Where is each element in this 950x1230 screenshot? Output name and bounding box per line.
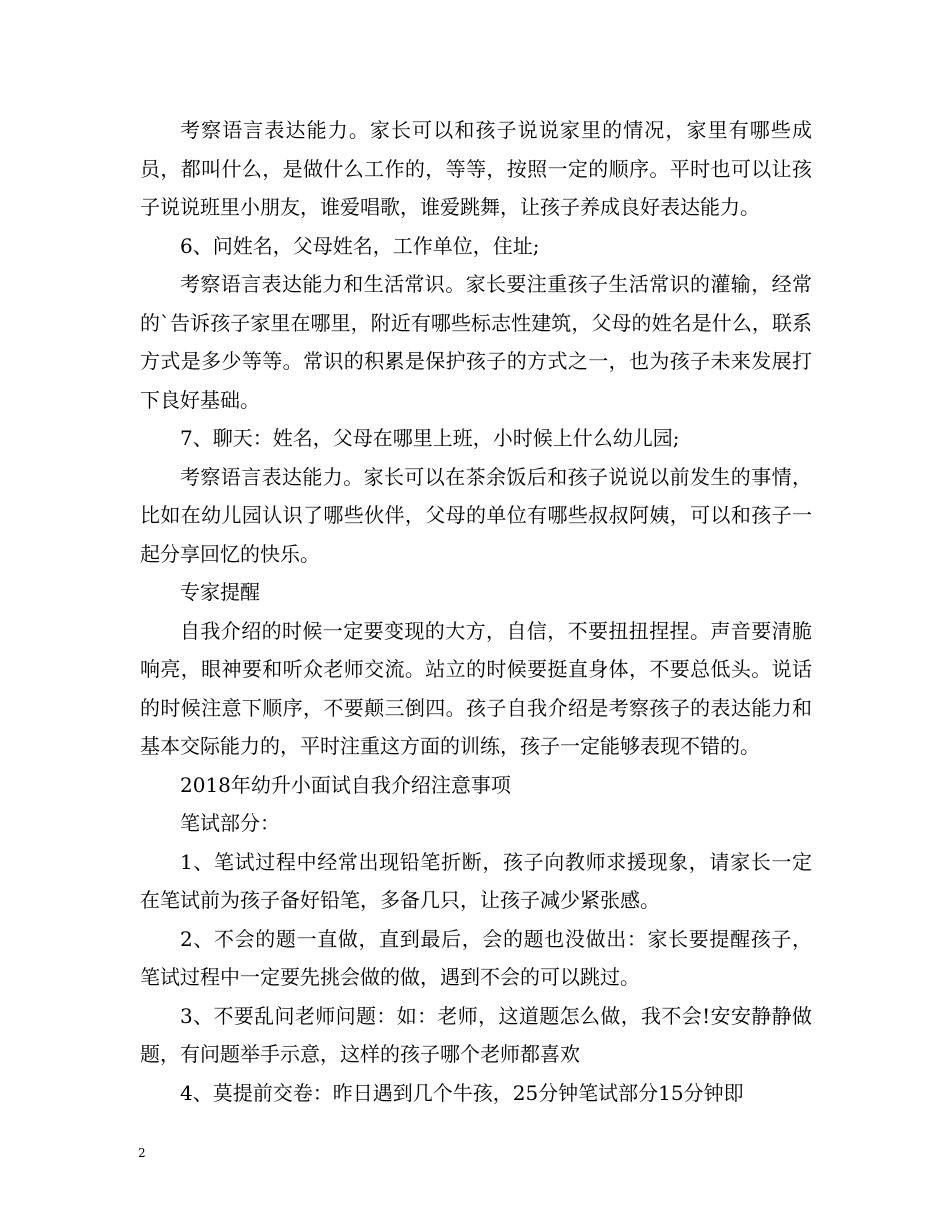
paragraph-4: 7、聊天：姓名，父母在哪里上班，小时候上什么幼儿园; bbox=[180, 426, 680, 450]
paragraph-7: 自我介绍的时候一定要变现的大方，自信，不要扭扭捏捏。声音要清脆响亮，眼神要和听众老师交流。站立的时候要挺直身体，不要总低头。说话的时候注意下顺序，不要颠三倒四。孩子自我介绍是考察孩子的表达能力和基本交际能力的，平时注重这方面的训练，孩子一定能够表现不错的。 bbox=[140, 618, 812, 758]
paragraph-12: 3、不要乱问老师问题：如：老师，这道题怎么做，我不会!安安静静做题，有问题举手示意，这样的孩子哪个老师都喜欢 bbox=[140, 1003, 812, 1066]
document-body bbox=[140, 111, 812, 1112]
paragraph-11: 2、不会的题一直做，直到最后，会的题也没做出：家长要提醒孩子，笔试过程中一定要先挑会做的做，遇到不会的可以跳过。 bbox=[140, 926, 812, 989]
paragraph-13: 4、莫提前交卷：昨日遇到几个牛孩，25分钟笔试部分15分钟即 bbox=[180, 1080, 744, 1105]
paragraph-10: 1、笔试过程中经常出现铅笔折断，孩子向教师求援现象，请家长一定在笔试前为孩子备好铅笔，多备几只，让孩子减少紧张感。 bbox=[140, 849, 812, 912]
paragraph-6: 专家提醒 bbox=[180, 580, 260, 604]
paragraph-9: 笔试部分： bbox=[180, 811, 280, 835]
page-number: 2 bbox=[138, 1146, 146, 1160]
paragraph-3: 考察语言表达能力和生活常识。家长要注重孩子生活常识的灌输，经常的`告诉孩子家里在哪里，附近有哪些标志性建筑，父母的姓名是什么，联系方式是多少等等。常识的积累是保护孩子的方式之一，也为孩子未来发展打下良好基础。 bbox=[140, 272, 812, 412]
paragraph-5: 考察语言表达能力。家长可以在茶余饭后和孩子说说以前发生的事情，比如在幼儿园认识了哪些伙伴，父母的单位有哪些叔叔阿姨，可以和孩子一起分享回忆的快乐。 bbox=[140, 464, 812, 566]
paragraph-1: 考察语言表达能力。家长可以和孩子说说家里的情况，家里有哪些成员，都叫什么，是做什么工作的，等等，按照一定的顺序。平时也可以让孩子说说班里小朋友，谁爱唱歌，谁爱跳舞，让孩子养成良好表达能力。 bbox=[140, 118, 812, 219]
paragraph-2: 6、问姓名，父母姓名，工作单位，住址; bbox=[180, 233, 540, 258]
paragraph-8: 2018年幼升小面试自我介绍注意事项 bbox=[180, 772, 511, 797]
